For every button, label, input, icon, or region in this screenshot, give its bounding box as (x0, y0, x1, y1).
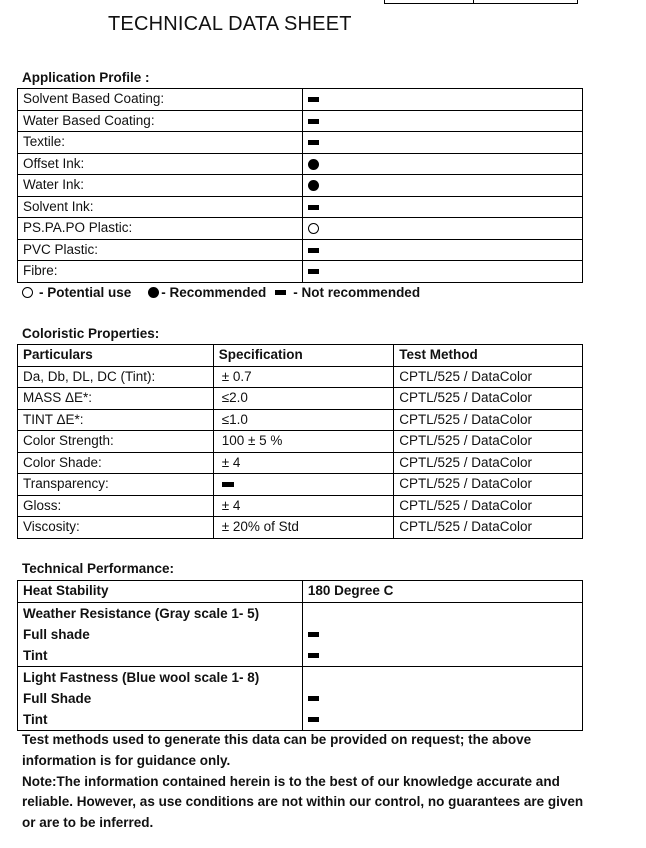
application-rating (302, 110, 582, 132)
particular-cell: Gloss: (18, 495, 214, 517)
coloristic-row (18, 409, 583, 431)
test-method-cell: CPTL/525 / DataColor (394, 366, 583, 388)
not-recommended-icon (308, 205, 319, 210)
specification-cell: ≤1.0 (213, 409, 394, 431)
weather-resistance-label: Weather Resistance (Gray scale 1- 5) (23, 605, 260, 621)
application-label: Fibre: (18, 261, 303, 283)
application-row (18, 239, 583, 261)
not-recommended-icon (308, 269, 319, 274)
test-methods-note: Test methods used to generate this data can be provided on request; the above information is for guidance only. (22, 732, 532, 768)
application-label: Water Ink: (18, 175, 303, 197)
notes-block (22, 730, 592, 834)
application-label: Offset Ink: (18, 153, 303, 175)
specification-cell: ± 0.7 (213, 366, 394, 388)
specification-cell: ≤2.0 (213, 388, 394, 410)
light-full-shade-label: Full Shade (23, 690, 92, 706)
particular-cell: Viscosity: (18, 517, 214, 539)
not-recommended-icon (308, 140, 319, 145)
particular-cell: Color Shade: (18, 452, 214, 474)
recommended-icon (148, 287, 159, 298)
particular-cell: MASS ΔE*: (18, 388, 214, 410)
light-fastness-label: Light Fastness (Blue wool scale 1- 8) (23, 669, 260, 685)
coloristic-header-row (18, 345, 583, 367)
test-method-cell: CPTL/525 / DataColor (394, 409, 583, 431)
not-recommended-icon (275, 290, 286, 295)
coloristic-row (18, 495, 583, 517)
weather-full-shade-label: Full shade (23, 626, 90, 642)
application-profile-heading: Application Profile : (22, 70, 150, 85)
light-tint-not-recommended-icon (308, 717, 319, 722)
light-fastness-cell (18, 666, 303, 730)
application-label: Textile: (18, 132, 303, 154)
not-recommended-icon (308, 97, 319, 102)
specification-cell: ± 4 (213, 495, 394, 517)
header-specification: Specification (213, 345, 394, 367)
legend-potential: - Potential use (39, 285, 132, 300)
test-method-cell: CPTL/525 / DataColor (394, 474, 583, 496)
application-rating (302, 261, 582, 283)
potential-use-icon (22, 287, 33, 298)
application-rating (302, 132, 582, 154)
coloristic-row (18, 452, 583, 474)
application-row (18, 153, 583, 175)
specification-cell (213, 474, 394, 496)
light-fastness-row (18, 666, 583, 730)
coloristic-row (18, 517, 583, 539)
application-row (18, 218, 583, 240)
legend-recommended: - Recommended (161, 285, 267, 300)
disclaimer-note: Note:The information contained herein is to the best of our knowledge accurate and reliable. However, as use conditions are not within our control, no guarantees are given or are to be inferred. (22, 773, 584, 831)
not-recommended-icon (308, 248, 319, 253)
light-tint-label: Tint (23, 711, 48, 727)
application-legend (22, 285, 420, 300)
application-row (18, 132, 583, 154)
application-row (18, 196, 583, 218)
weather-tint-not-recommended-icon (308, 653, 319, 658)
application-rating (302, 218, 582, 240)
application-row (18, 261, 583, 283)
application-label: Water Based Coating: (18, 110, 303, 132)
specification-cell: ± 4 (213, 452, 394, 474)
technical-table (17, 580, 583, 731)
application-row (18, 175, 583, 197)
application-row (18, 89, 583, 111)
application-rating (302, 196, 582, 218)
header-box (384, 0, 578, 4)
application-rating (302, 175, 582, 197)
light-fastness-values (302, 666, 582, 730)
particular-cell: Da, Db, DL, DC (Tint): (18, 366, 214, 388)
application-row (18, 110, 583, 132)
weather-resistance-row (18, 602, 583, 666)
header-test-method: Test Method (394, 345, 583, 367)
test-method-cell: CPTL/525 / DataColor (394, 495, 583, 517)
page-title: TECHNICAL DATA SHEET (108, 13, 352, 35)
technical-heading: Technical Performance: (22, 561, 175, 576)
application-label: PVC Plastic: (18, 239, 303, 261)
application-rating (302, 239, 582, 261)
heat-stability-row (18, 581, 583, 603)
application-label: Solvent Based Coating: (18, 89, 303, 111)
particular-cell: TINT ΔE*: (18, 409, 214, 431)
header-particulars: Particulars (18, 345, 214, 367)
application-rating (302, 153, 582, 175)
not-recommended-icon (308, 119, 319, 124)
coloristic-row (18, 366, 583, 388)
particular-cell: Transparency: (18, 474, 214, 496)
heat-stability-label: Heat Stability (18, 581, 303, 603)
specification-cell: 100 ± 5 % (213, 431, 394, 453)
coloristic-row (18, 474, 583, 496)
weather-resistance-values (302, 602, 582, 666)
potential-use-icon (308, 223, 319, 234)
application-label: PS.PA.PO Plastic: (18, 218, 303, 240)
test-method-cell: CPTL/525 / DataColor (394, 452, 583, 474)
application-label: Solvent Ink: (18, 196, 303, 218)
coloristic-table (17, 344, 583, 539)
test-method-cell: CPTL/525 / DataColor (394, 388, 583, 410)
test-method-cell: CPTL/525 / DataColor (394, 517, 583, 539)
coloristic-row (18, 388, 583, 410)
recommended-icon (308, 180, 319, 191)
application-profile-table (17, 88, 583, 283)
particular-cell: Color Strength: (18, 431, 214, 453)
light-full-not-recommended-icon (308, 696, 319, 701)
recommended-icon (308, 159, 319, 170)
legend-not-recommended: - Not recommended (293, 285, 421, 300)
heat-stability-value: 180 Degree C (302, 581, 582, 603)
application-rating (302, 89, 582, 111)
not-recommended-icon (222, 482, 234, 487)
coloristic-row (18, 431, 583, 453)
test-method-cell: CPTL/525 / DataColor (394, 431, 583, 453)
coloristic-heading: Coloristic Properties: (22, 326, 160, 341)
weather-resistance-cell (18, 602, 303, 666)
specification-cell: ± 20% of Std (213, 517, 394, 539)
weather-tint-label: Tint (23, 647, 48, 663)
weather-full-not-recommended-icon (308, 632, 319, 637)
